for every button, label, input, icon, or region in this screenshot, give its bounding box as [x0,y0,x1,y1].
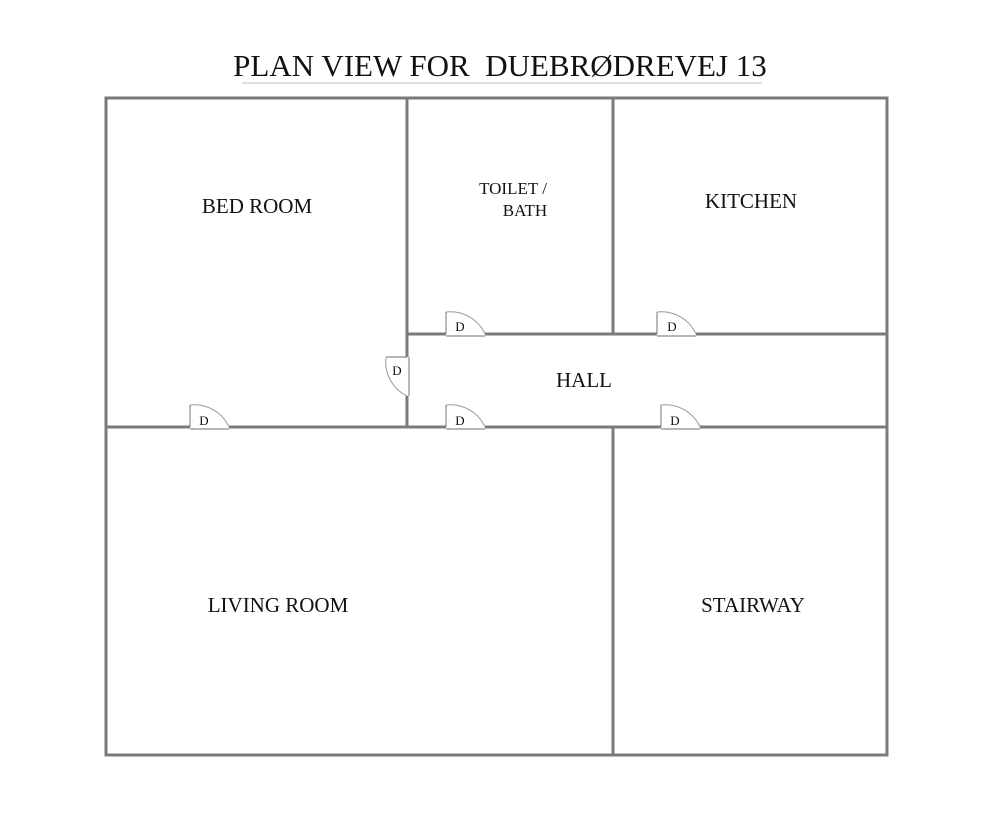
room-label-bedroom: BED ROOM [201,194,313,218]
door-label: D [455,319,465,334]
door-hall-living [446,405,485,429]
door-label: D [455,413,465,428]
door-bedroom-living [190,405,229,429]
room-label-stairway: STAIRWAY [701,593,805,617]
door-toilet [446,312,485,336]
room-label-hall: HALL [556,368,612,392]
room-label-living: LIVING ROOM [207,593,349,617]
door-label: D [392,363,402,378]
door-label: D [670,413,680,428]
room-label-kitchen: KITCHEN [704,189,798,213]
door-hall-stairway [661,405,700,429]
door-label: D [199,413,209,428]
door-bedroom-hall [386,357,409,396]
room-label-bath: BATH [502,201,548,220]
room-label-toilet: TOILET / [479,179,547,198]
door-kitchen [657,312,696,336]
door-label: D [667,319,677,334]
plan-title: PLAN VIEW FOR DUEBRØDREVEJ 13 [233,48,767,83]
